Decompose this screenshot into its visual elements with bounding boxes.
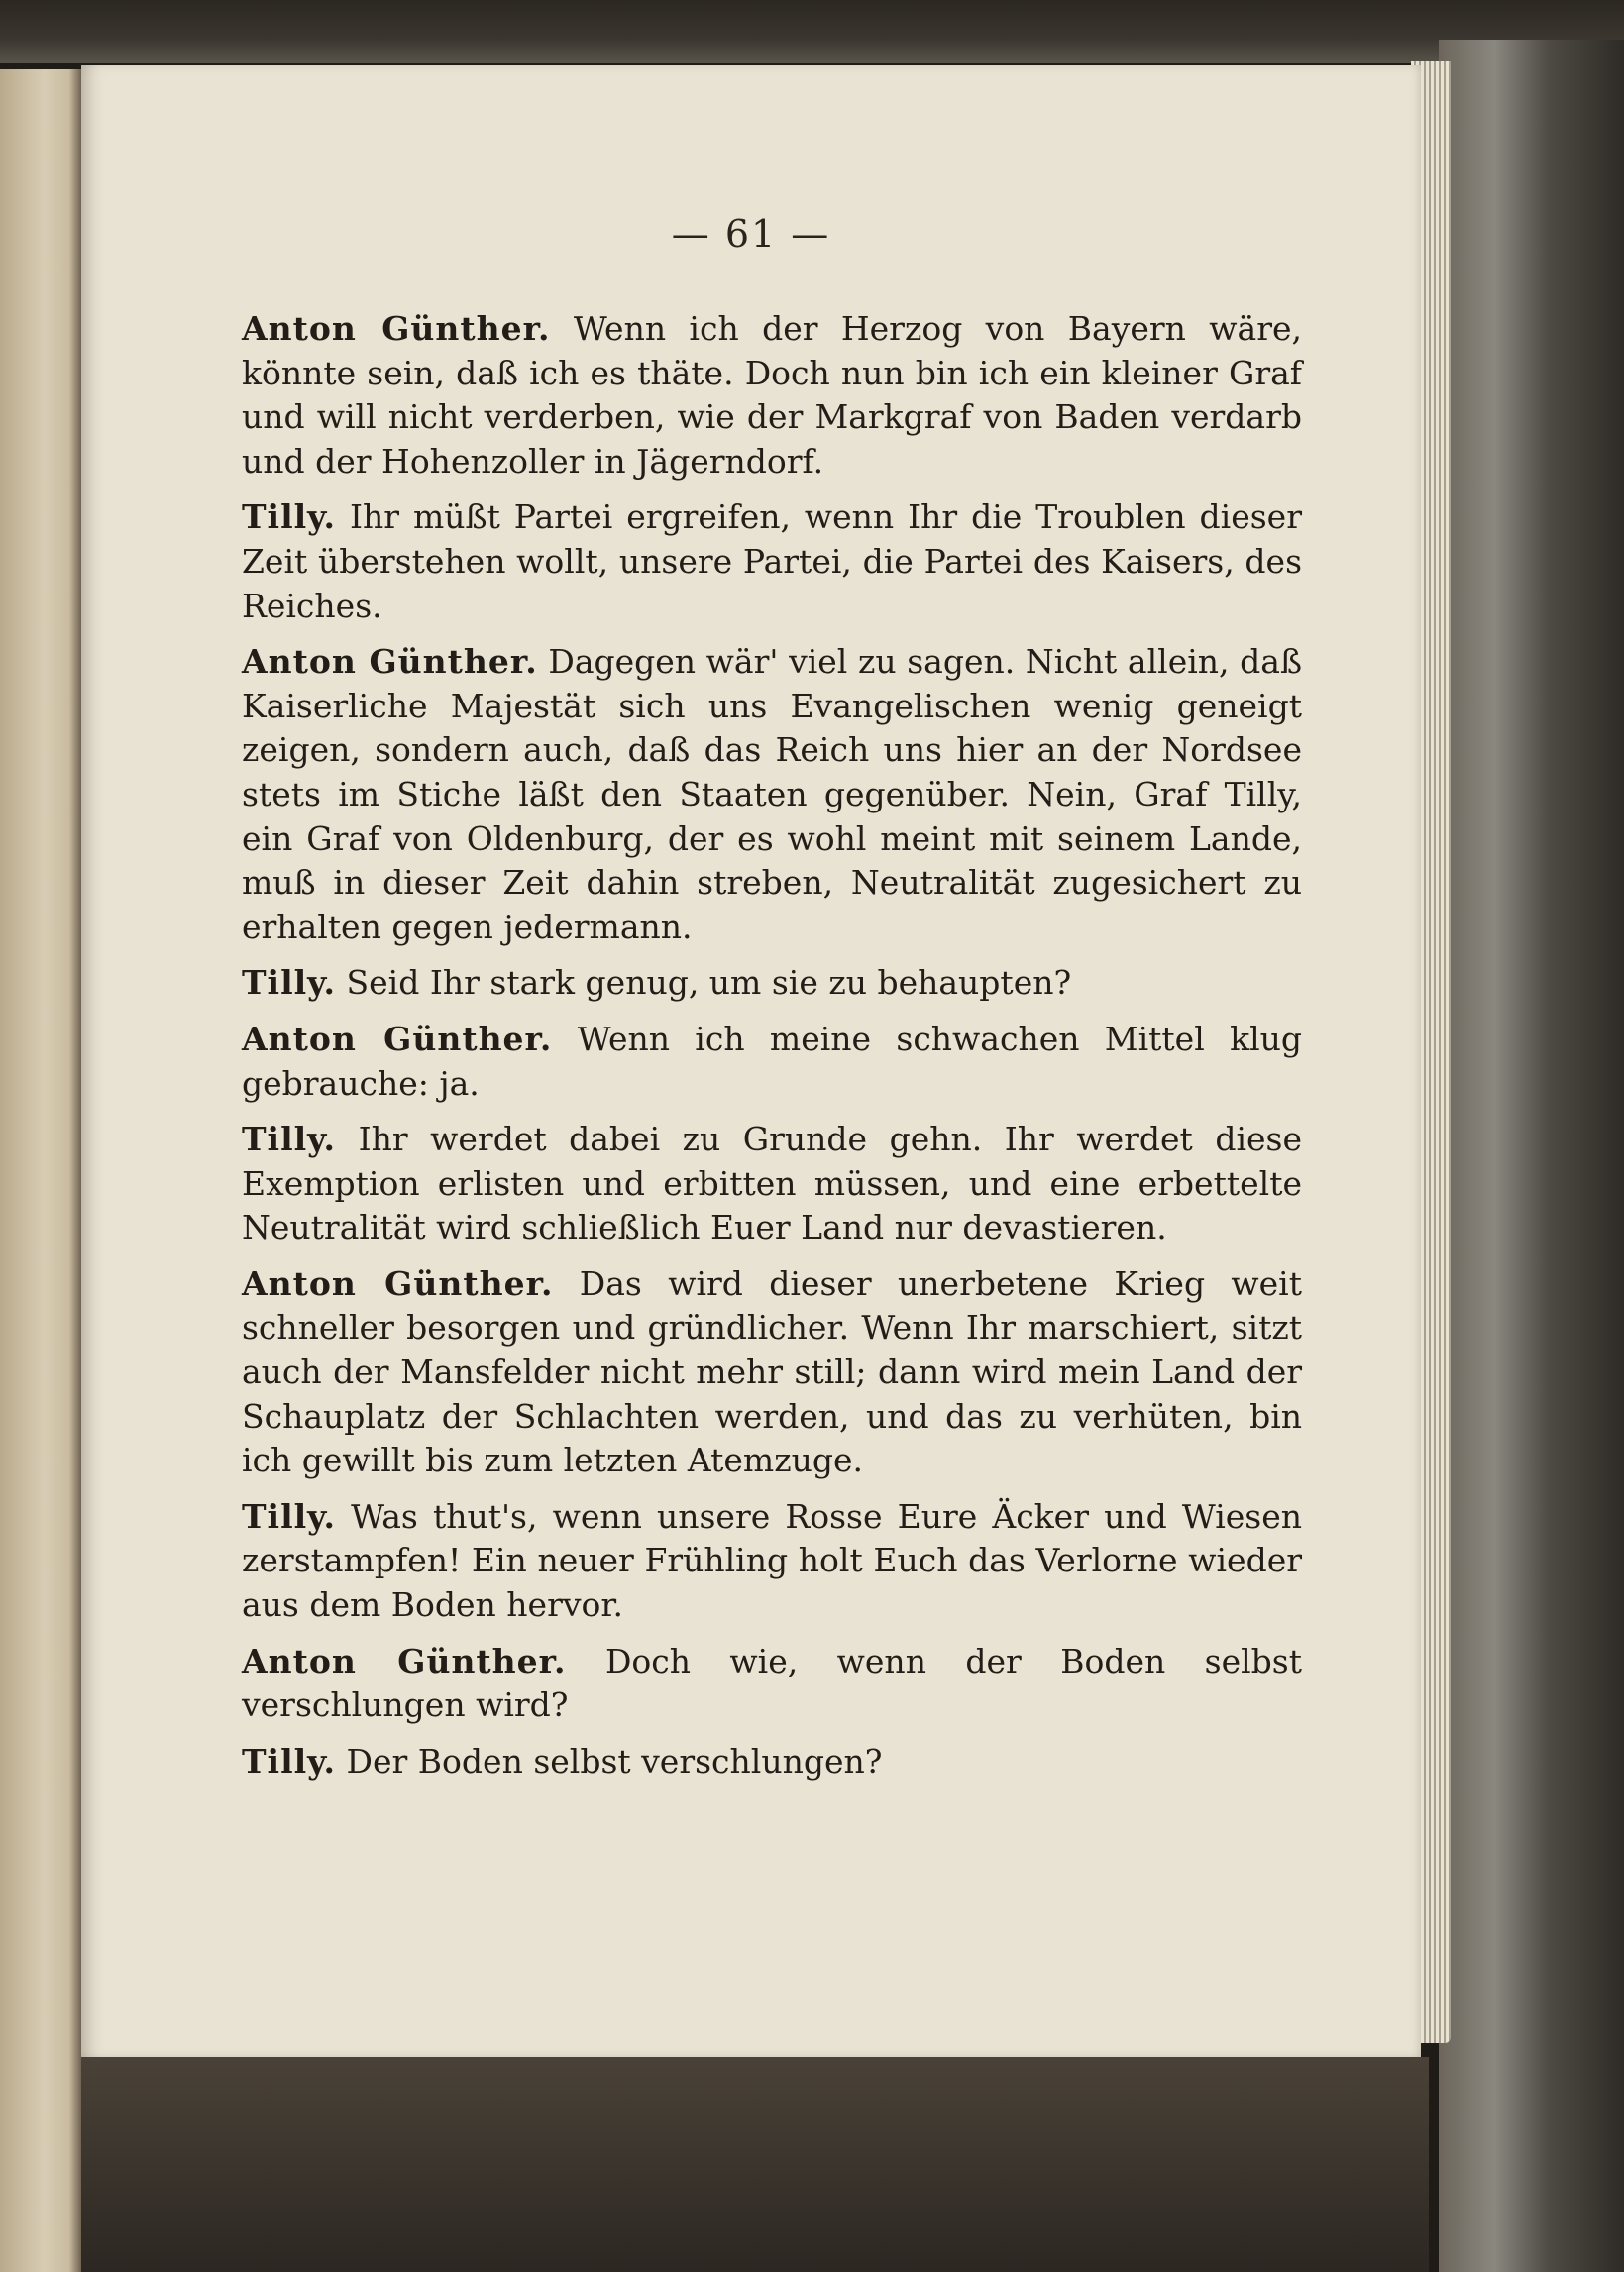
speech-text: Das wird dieser unerbetene Krieg weit schneller besorgen und gründlicher. Wenn Ihr marschiert, sitzt auch der Mansfelder nicht mehr still; dann wird mein Land der Schauplatz der Schlachten werden, und das zu verhüten, bin ich gewillt bis zum letzten Atemzuge.	[242, 1263, 1303, 1480]
paragraph	[242, 1118, 1302, 1250]
paragraph	[242, 1262, 1302, 1483]
speaker-name: Anton Günther.	[242, 309, 551, 348]
book-page	[81, 65, 1421, 2057]
speaker-name: Anton Günther.	[242, 642, 538, 682]
speaker-name: Tilly.	[242, 1741, 337, 1781]
paragraph	[242, 1018, 1302, 1106]
facing-page-edge	[0, 69, 81, 2272]
paragraph	[242, 495, 1302, 628]
speech-text: Wenn ich der Herzog von Bayern wäre, könnte sein, daß ich es thäte. Doch nun bin ich ein kleiner Graf und will nicht verderben, wie der Markgraf von Baden verdarb und der Hohenzoller in Jägerndorf.	[242, 309, 1302, 481]
paragraph	[242, 640, 1302, 949]
paragraph	[242, 307, 1302, 484]
speaker-name: Anton Günther.	[242, 1263, 554, 1303]
speaker-name: Tilly.	[242, 1496, 337, 1536]
paragraph	[242, 1640, 1302, 1728]
speech-text: Was thut's, wenn unsere Rosse Eure Äcker und Wiesen zerstampfen! Ein neuer Frühling holt Euch das Verlorne wieder aus dem Boden hervor.	[242, 1496, 1302, 1625]
speech-text: Ihr müßt Partei ergreifen, wenn Ihr die Troublen dieser Zeit überstehen wollt, unsere Partei, die Partei des Kaisers, des Reiches.	[242, 497, 1302, 625]
speech-text: Doch wie, wenn der Boden selbst verschlungen wird?	[242, 1641, 1302, 1725]
speech-text: Dagegen wär' viel zu sagen. Nicht allein, daß Kaiserliche Majestät sich uns Evangelischen wenig geneigt zeigen, sondern auch, daß das Reich uns hier an der Nordsee stets im Stiche läßt den Staaten gegenüber. Nein, Graf Tilly, ein Graf von Oldenburg, der es wohl meint mit seinem Lande, muß in dieser Zeit dahin streben, Neutralität zugesichert zu erhalten gegen jedermann.	[242, 642, 1303, 946]
paragraph	[242, 961, 1302, 1006]
speaker-name: Tilly.	[242, 497, 337, 537]
speaker-name: Tilly.	[242, 963, 337, 1003]
book-cover-bottom-edge	[81, 2057, 1429, 2272]
speech-text: Seid Ihr stark genug, um sie zu behaupten?	[346, 963, 1072, 1003]
speaker-name: Anton Günther.	[242, 1641, 567, 1680]
book-cover-right-edge	[1439, 40, 1624, 2272]
page-number: — 61 —	[671, 212, 831, 256]
speech-text: Ihr werdet dabei zu Grunde gehn. Ihr werdet diese Exemption erlisten und erbitten müssen, und eine erbettelte Neutralität wird schließlich Euer Land nur devastieren.	[242, 1120, 1302, 1247]
paragraph	[242, 1740, 1302, 1785]
speech-text: Wenn ich meine schwachen Mittel klug gebrauche: ja.	[242, 1019, 1303, 1103]
speech-text: Der Boden selbst verschlungen?	[346, 1741, 883, 1781]
paragraph	[242, 1495, 1302, 1628]
speaker-name: Tilly.	[242, 1120, 337, 1159]
book-cover-top-edge	[0, 0, 1624, 63]
page-text	[242, 307, 1302, 1795]
speaker-name: Anton Günther.	[242, 1019, 553, 1058]
